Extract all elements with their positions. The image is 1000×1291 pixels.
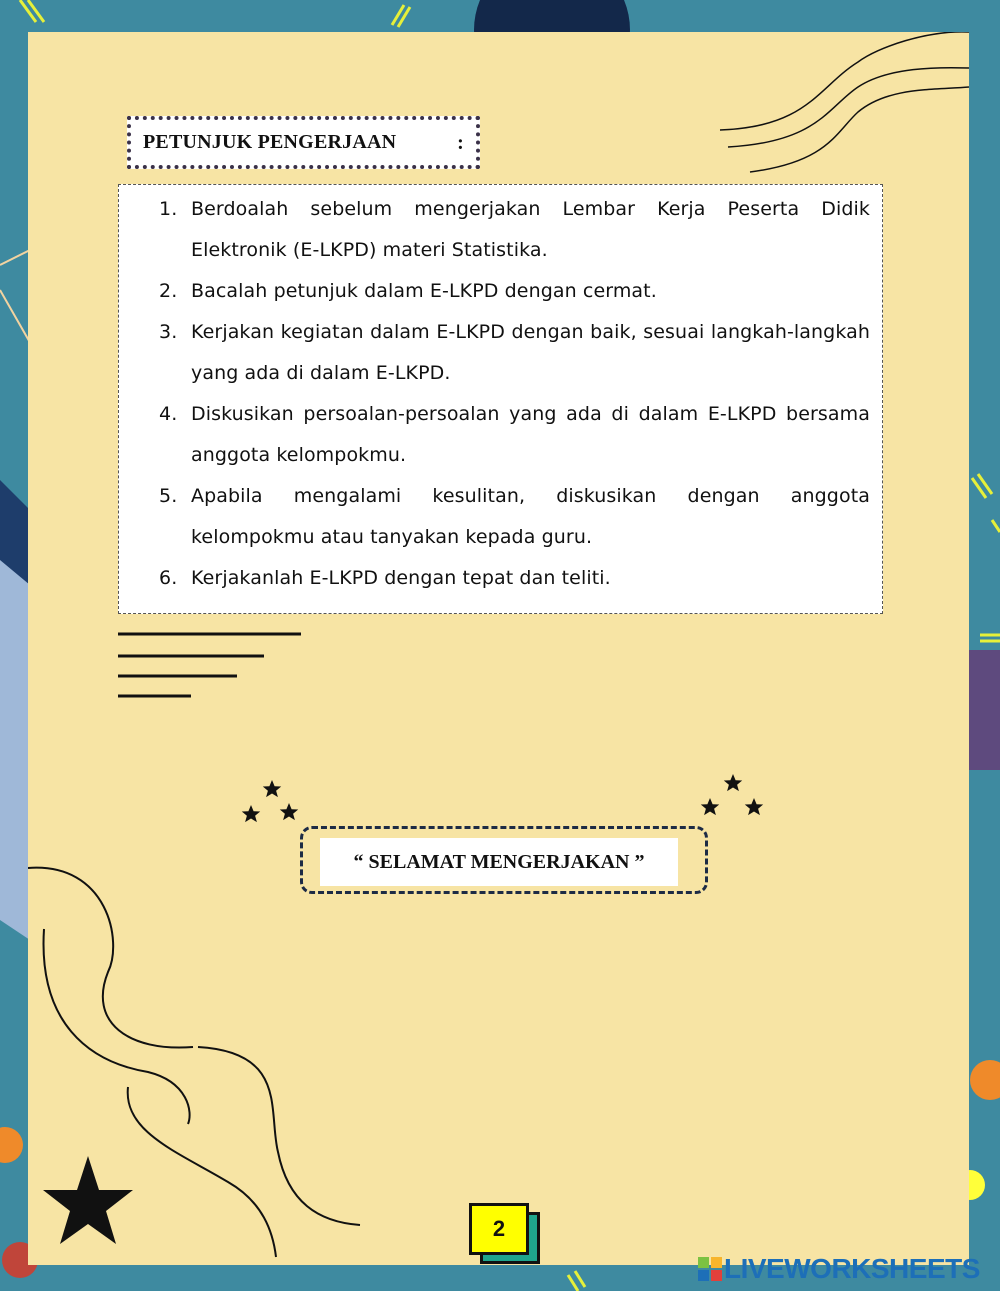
instruction-text: Diskusikan persoalan-persoalan yang ada di dalam E-LKPD bersama anggota kelompokmu. bbox=[191, 403, 870, 466]
instruction-item bbox=[119, 312, 870, 394]
instruction-number: 4. bbox=[159, 403, 178, 425]
page-number: 2 bbox=[469, 1203, 529, 1255]
instruction-text: Kerjakan kegiatan dalam E-LKPD dengan baik, sesuai langkah-langkah yang ada di dalam E-LKPD. bbox=[191, 321, 870, 384]
instruction-number: 6. bbox=[159, 567, 178, 589]
instruction-item bbox=[119, 189, 870, 271]
closing-message: “ SELAMAT MENGERJAKAN ” bbox=[320, 838, 678, 886]
large-star-icon bbox=[43, 1156, 133, 1244]
instruction-number: 3. bbox=[159, 321, 178, 343]
left-orange-dot bbox=[0, 1127, 23, 1163]
instructions-box bbox=[118, 184, 883, 614]
star-cluster-left bbox=[242, 780, 298, 822]
instruction-number: 1. bbox=[159, 198, 178, 220]
instruction-text: Kerjakanlah E-LKPD dengan tepat dan teliti. bbox=[191, 567, 611, 589]
instructions-title bbox=[127, 116, 480, 169]
instruction-text: Apabila mengalami kesulitan, diskusikan dengan anggota kelompokmu atau tanyakan kepada guru. bbox=[191, 485, 870, 548]
instruction-number: 5. bbox=[159, 485, 178, 507]
title-colon: : bbox=[457, 132, 464, 154]
instruction-text: Bacalah petunjuk dalam E-LKPD dengan cermat. bbox=[191, 280, 657, 302]
watermark-text: LIVEWORKSHEETS bbox=[724, 1253, 980, 1284]
instructions-list bbox=[119, 189, 870, 599]
instruction-item bbox=[119, 271, 870, 312]
instruction-item bbox=[119, 558, 870, 599]
liveworksheets-watermark[interactable] bbox=[698, 1254, 980, 1284]
instruction-item bbox=[119, 394, 870, 476]
instruction-item bbox=[119, 476, 870, 558]
worksheet-page bbox=[28, 32, 969, 1265]
instruction-number: 2. bbox=[159, 280, 178, 302]
instruction-text: Berdoalah sebelum mengerjakan Lembar Kerja Peserta Didik Elektronik (E-LKPD) materi Statistika. bbox=[191, 198, 870, 261]
title-text: PETUNJUK PENGERJAAN bbox=[143, 131, 397, 153]
liveworksheets-logo-icon bbox=[698, 1257, 722, 1281]
star-cluster-right bbox=[701, 774, 763, 815]
right-orange-dot bbox=[970, 1060, 1000, 1100]
